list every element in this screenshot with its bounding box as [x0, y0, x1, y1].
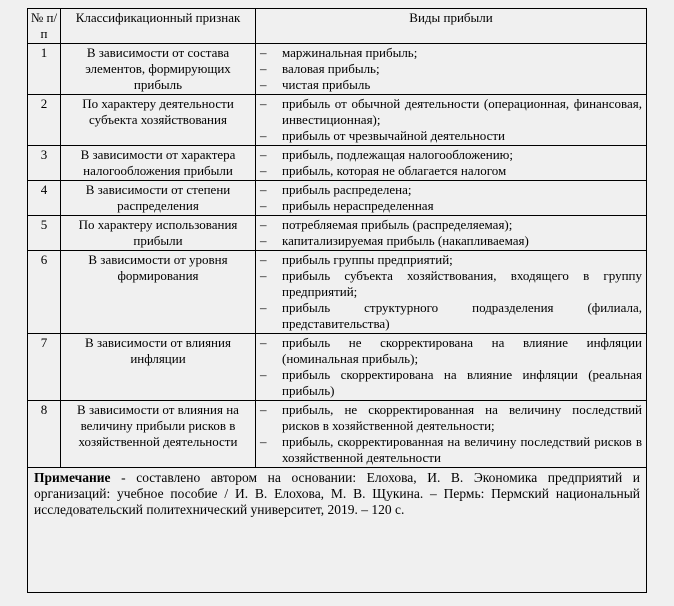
profit-types-list [256, 251, 647, 334]
classification-sign: В зависимости от степени распределения [61, 181, 256, 216]
profit-type-item [260, 268, 642, 300]
dash-marker: – [260, 147, 267, 162]
table-row [28, 44, 646, 95]
dash-marker: – [260, 268, 267, 283]
profit-types-list [256, 401, 647, 468]
profit-type-text: прибыль структурного подразделения (филиала, представительства) [282, 300, 642, 331]
row-number: 4 [28, 181, 61, 216]
profit-type-item [260, 61, 642, 77]
profit-type-text: прибыль группы предприятий; [282, 252, 453, 267]
profit-type-text: маржинальная прибыль; [282, 45, 418, 60]
profit-type-item [260, 182, 642, 198]
profit-type-item [260, 128, 642, 144]
dash-marker: – [260, 233, 267, 248]
profit-type-text: прибыль, скорректированная на величину последствий рисков в хозяйственной деятельности [282, 434, 642, 465]
note-label: Примечание [34, 470, 111, 485]
classification-sign: В зависимости от состава элементов, формирующих прибыль [61, 44, 256, 95]
note-text: - составлено автором на основании: Елохова, И. В. Экономика предприятий и организаций: учебное пособие / И. В. Елохова, М. В. Щукина. – Пермь: Пермский национальный исследовательский политехнический университет, 2019. – 120 с. [34, 470, 640, 517]
table-note [28, 468, 646, 521]
dash-marker: – [260, 335, 267, 350]
table-row [28, 334, 646, 401]
row-number: 2 [28, 95, 61, 146]
profit-types-list [256, 334, 647, 401]
table-body [28, 44, 646, 468]
profit-type-text: прибыль распределена; [282, 182, 412, 197]
profit-type-text: чистая прибыль [282, 77, 371, 92]
profit-type-text: валовая прибыль; [282, 61, 380, 76]
classification-sign: В зависимости от характера налогообложения прибыли [61, 146, 256, 181]
profit-type-item [260, 367, 642, 399]
profit-types-list [256, 216, 647, 251]
profit-type-item [260, 217, 642, 233]
table-header-row [28, 9, 646, 44]
profit-type-item [260, 233, 642, 249]
dash-marker: – [260, 182, 267, 197]
profit-type-text: капитализируемая прибыль (накапливаемая) [282, 233, 529, 248]
row-number: 1 [28, 44, 61, 95]
table-row [28, 401, 646, 468]
table-row [28, 95, 646, 146]
profit-type-text: потребляемая прибыль (распределяемая); [282, 217, 513, 232]
profit-type-item [260, 77, 642, 93]
profit-types-list [256, 181, 647, 216]
table-row [28, 146, 646, 181]
row-number: 8 [28, 401, 61, 468]
dash-marker: – [260, 163, 267, 178]
profit-type-text: прибыль скорректирована на влияние инфляции (реальная прибыль) [282, 367, 642, 398]
dash-marker: – [260, 96, 267, 111]
header-profit-types: Виды прибыли [256, 9, 647, 44]
profit-type-text: прибыль нераспределенная [282, 198, 434, 213]
profit-types-list [256, 146, 647, 181]
profit-type-item [260, 335, 642, 367]
profit-types-list [256, 44, 647, 95]
classification-sign: По характеру деятельности субъекта хозяйствования [61, 95, 256, 146]
row-number: 3 [28, 146, 61, 181]
dash-marker: – [260, 61, 267, 76]
dash-marker: – [260, 217, 267, 232]
dash-marker: – [260, 128, 267, 143]
classification-sign: В зависимости от влияния на величину прибыли рисков в хозяйственной деятельности [61, 401, 256, 468]
row-number: 5 [28, 216, 61, 251]
row-number: 6 [28, 251, 61, 334]
profit-type-item [260, 300, 642, 332]
profit-types-list [256, 95, 647, 146]
dash-marker: – [260, 402, 267, 417]
profit-type-text: прибыль субъекта хозяйствования, входящего в группу предприятий; [282, 268, 642, 299]
dash-marker: – [260, 300, 267, 315]
profit-classification-table [28, 9, 646, 520]
profit-type-item [260, 147, 642, 163]
profit-type-item [260, 198, 642, 214]
profit-type-text: прибыль от чрезвычайной деятельности [282, 128, 506, 143]
profit-type-text: прибыль, которая не облагается налогом [282, 163, 507, 178]
profit-type-text: прибыль, подлежащая налогообложению; [282, 147, 514, 162]
table-row [28, 251, 646, 334]
header-number: № п/п [28, 9, 61, 44]
dash-marker: – [260, 367, 267, 382]
note-row [28, 468, 646, 521]
table-row [28, 181, 646, 216]
dash-marker: – [260, 45, 267, 60]
dash-marker: – [260, 434, 267, 449]
classification-sign: По характеру использования прибыли [61, 216, 256, 251]
row-number: 7 [28, 334, 61, 401]
table-row [28, 216, 646, 251]
header-classification-sign: Классификационный признак [61, 9, 256, 44]
profit-type-item [260, 163, 642, 179]
profit-classification-document [27, 8, 647, 593]
profit-type-item [260, 252, 642, 268]
profit-type-item [260, 45, 642, 61]
profit-type-item [260, 434, 642, 466]
profit-type-text: прибыль не скорректирована на влияние инфляции (номинальная прибыль); [282, 335, 642, 366]
dash-marker: – [260, 198, 267, 213]
classification-sign: В зависимости от уровня формирования [61, 251, 256, 334]
profit-type-text: прибыль, не скорректированная на величину последствий рисков в хозяйственной деятельности; [282, 402, 642, 433]
profit-type-item [260, 402, 642, 434]
classification-sign: В зависимости от влияния инфляции [61, 334, 256, 401]
profit-type-item [260, 96, 642, 128]
dash-marker: – [260, 77, 267, 92]
dash-marker: – [260, 252, 267, 267]
profit-type-text: прибыль от обычной деятельности (операционная, финансовая, инвестиционная); [282, 96, 642, 127]
